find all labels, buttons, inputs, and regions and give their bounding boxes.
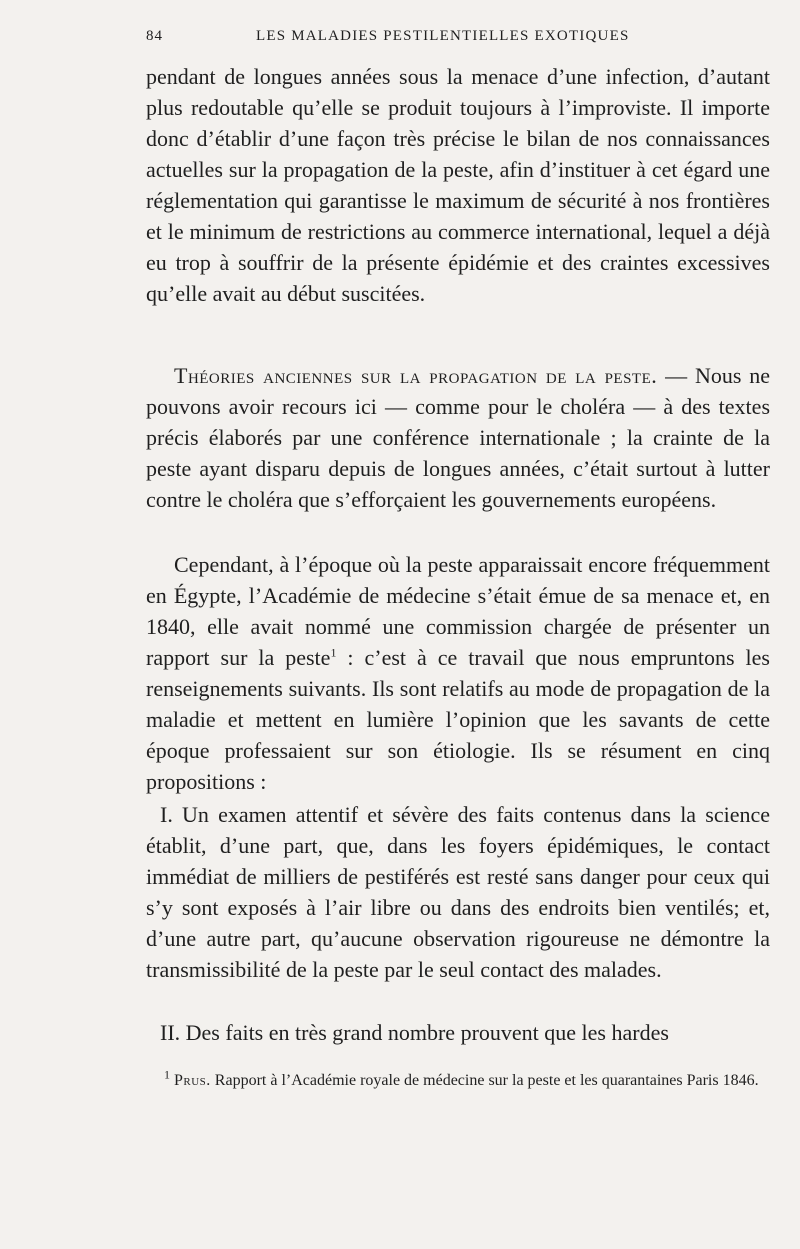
section-heading: Théories anciennes sur la propagation de la peste. xyxy=(174,363,658,388)
footnote-text: Rapport à l’Académie royale de médecine sur la peste et les quarantaines Paris 1846. xyxy=(210,1072,759,1089)
page-number: 84 xyxy=(146,28,163,44)
footnote-reference-marker: 1 xyxy=(330,645,337,660)
paragraph-2 xyxy=(146,360,770,515)
paragraph-proposition-1: I. Un examen attentif et sévère des faits contenus dans la science établit, d’une part, que, dans les foyers épidémiques, le contact immédiat de milliers de pestiférés est resté sans danger pour ceux qui s’y sont exposés à l’air libre ou dans des endroits bien ventilés; et, d’une autre part, qu’aucune observation rigoureuse ne démontre la transmissibilité de la peste par le seul contact des malades. xyxy=(146,802,770,982)
running-title: LES MALADIES PESTILENTIELLES EXOTIQUES xyxy=(256,28,630,44)
footnote-marker: 1 xyxy=(164,1067,170,1082)
paragraph-1: pendant de longues années sous la menace d’une infection, d’autant plus redoutable qu’elle se produit toujours à l’improviste. Il importe donc d’établir d’une façon très précise le bilan de nos connaissances actuelles sur la propagation de la peste, afin d’instituer à cet égard une réglementation qui garantisse le maximum de sécurité à nos frontières et le minimum de restrictions au commerce international, lequel a déjà eu trop à souffrir de la présente épidémie et des craintes excessives qu’elle avait au début suscitées. xyxy=(146,64,770,306)
paragraph-2-text: — Nous ne pouvons avoir recours ici — comme pour le choléra — à des textes précis élaborés par une conférence internationale ; la crainte de la peste ayant disparu depuis de longues années, c’était surtout à lutter contre le choléra que s’efforçaient les gouvernements européens. xyxy=(146,363,770,512)
paragraph-3 xyxy=(146,549,770,797)
paragraph-proposition-2: II. Des faits en très grand nombre prouvent que les hardes xyxy=(160,1020,669,1045)
footnote-author: Prus. xyxy=(174,1072,211,1089)
paragraph-3-text-after-note: : c’est à ce travail que nous empruntons les renseignements suivants. Ils sont relatifs au mode de propagation de la maladie et mettent en lumière l’opinion que les savants de cette époque professaient sur son étiologie. Ils se résument en cinq propositions : xyxy=(146,645,770,794)
paragraph-3-text-before-note: Cependant, à l’époque où la peste apparaissait encore fréquemment en Égypte, l’Académie de médecine s’était émue de sa menace et, en 1840, elle avait nommé une commission chargée de présenter un rapport sur la peste xyxy=(146,552,770,670)
footnote xyxy=(164,1067,770,1090)
running-head xyxy=(146,28,772,52)
